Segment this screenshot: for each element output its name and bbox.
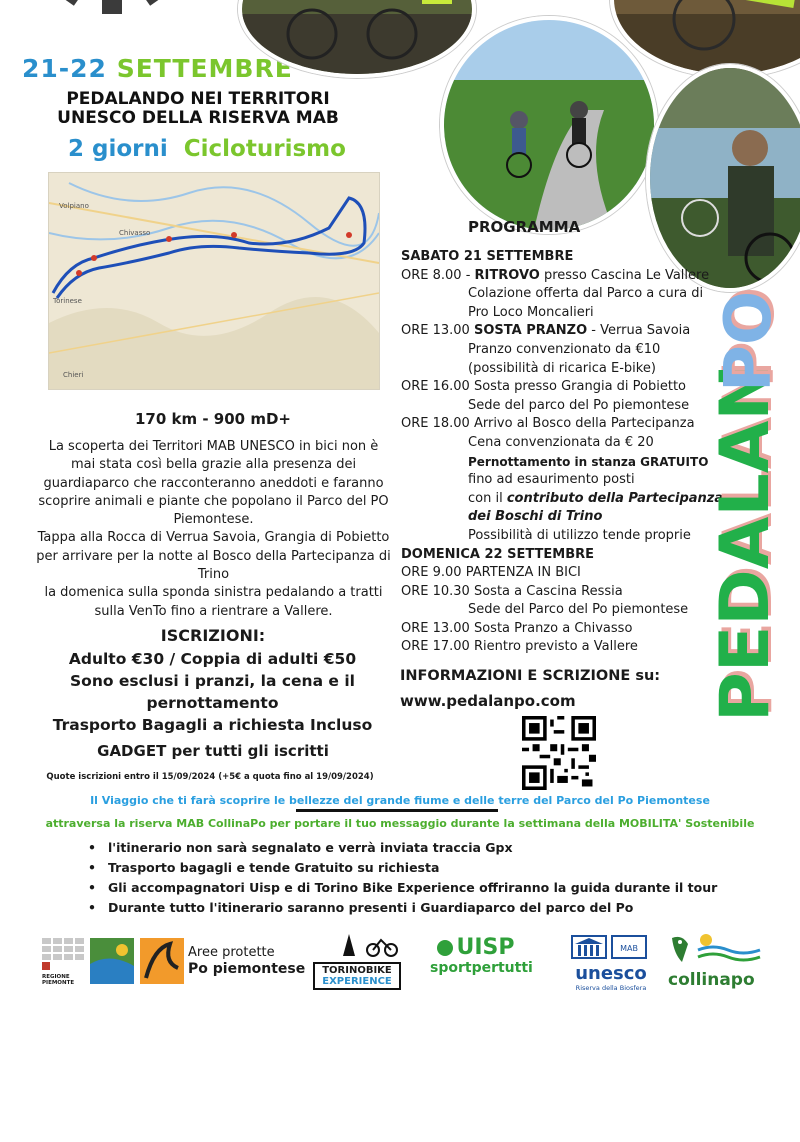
aree-line2: Po piemontese <box>188 961 306 977</box>
torinobike-line2: EXPERIENCE <box>322 976 392 987</box>
route-map <box>48 172 380 390</box>
event-dates-days: 21-22 <box>22 54 107 83</box>
photo-cyclists-path <box>440 16 658 234</box>
unesco-logo <box>566 932 656 992</box>
schedule-text: - Verrua Savoia <box>587 323 691 339</box>
schedule-detail-highlight: Pernottamento in stanza GRATUITO <box>468 454 709 469</box>
schedule-detail: Sede del parco del Po piemontese <box>468 397 690 413</box>
uisp-name: UISP <box>456 935 515 960</box>
description-line: La scoperta dei Territori MAB UNESCO in bici non è <box>48 439 379 454</box>
schedule-text: presso Cascina Le Vallere <box>539 267 710 283</box>
schedule-item <box>401 564 701 583</box>
event-dates <box>22 54 293 83</box>
schedule-detail: Possibilità di utilizzo tende proprie <box>468 527 691 543</box>
banner-line2: attraversa la riserva MAB CollinaPo per portare il tuo messaggio durante la settimana della MOBILITA' Sostenibile <box>45 817 755 830</box>
schedule-highlight: contributo della Partecipanza <box>506 490 724 506</box>
subtitle-type: Cicloturismo <box>183 136 346 162</box>
schedule-detail: Pranzo convenzionato da €10 <box>468 341 661 357</box>
programma-day1: SABATO 21 SETTEMBRE <box>401 249 574 264</box>
description-line: mai stata così bella grazie alla presenza dei <box>70 457 357 473</box>
schedule-text: Rientro previsto a Vallere <box>473 639 638 655</box>
route-stats: 170 km - 900 mD+ <box>135 410 291 428</box>
info-heading: INFORMAZIONI E SCRIZIONE su: <box>400 668 661 684</box>
schedule-item <box>401 415 701 434</box>
schedule-text: PARTENZA IN BICI <box>465 565 581 581</box>
schedule-text: Sosta Pranzo a Chivasso <box>473 620 633 636</box>
event-title-line1: PEDALANDO NEI TERRITORI <box>66 89 330 109</box>
gear-icon <box>42 0 182 30</box>
schedule-time: ORE 17.00 <box>401 639 474 655</box>
schedule-text: Sosta presso Grangia di Pobietto <box>473 379 687 395</box>
schedule-text: Arrivo al Bosco della Partecipanza <box>473 416 695 432</box>
schedule-item <box>401 638 701 657</box>
map-label-chieri: Chieri <box>63 371 84 379</box>
schedule-time: ORE 9.00 <box>401 565 466 581</box>
vertical-title-po-wrap <box>712 290 792 512</box>
schedule-item <box>401 267 710 286</box>
vertical-title-pedalan: PEDALAN <box>706 363 785 722</box>
po-piemontese-logo <box>140 938 184 984</box>
iscrizioni-details <box>40 648 385 736</box>
uisp-logo <box>430 935 533 976</box>
iscrizioni-line: Sono esclusi i pranzi, la cena e il <box>70 672 355 690</box>
description-line: guardiaparco che racconteranno aneddoti e faranno <box>43 475 384 491</box>
vertical-title-po: PO <box>712 290 786 392</box>
event-dates-month: SETTEMBRE <box>116 54 293 83</box>
unesco-name: unesco <box>575 963 647 984</box>
description-line: la domenica sulla sponda sinistra pedalando a tratti <box>44 585 383 601</box>
quote-note: Quote iscrizioni entro il 15/09/2024 (+5€ a quota fino al 19/09/2024) <box>46 772 374 782</box>
schedule-detail: Pro Loco Moncalieri <box>468 304 594 320</box>
unesco-sub: Riserva della Biosfera <box>575 984 647 992</box>
list-item: • Trasporto bagagli e tende Gratuito su richiesta <box>88 858 717 878</box>
subtitle-duration: 2 giorni <box>68 136 168 162</box>
aree-protette-text <box>188 944 305 978</box>
aree-line1: Aree protette <box>188 945 275 960</box>
schedule-detail: Colazione offerta dal Parco a cura di <box>468 286 704 302</box>
schedule-text: Sosta a Cascina Ressia <box>473 583 623 599</box>
regione-piemonte-logo <box>42 938 84 986</box>
list-item: • Durante tutto l'itinerario saranno presenti i Guardiaparco del parco del Po <box>88 898 717 918</box>
gadget-note: GADGET per tutti gli iscritti <box>97 742 329 760</box>
event-subtitle <box>68 136 346 162</box>
schedule-event: RITROVO <box>474 267 540 283</box>
regione-label: REGIONE PIEMONTE <box>42 974 75 986</box>
iscrizioni-line: Adulto €30 / Coppia di adulti €50 <box>68 650 357 668</box>
list-item: • l'itinerario non sarà segnalato e verrà inviata traccia Gpx <box>88 838 717 858</box>
collinapo-name: collinapo <box>668 970 755 990</box>
collinapo-logo <box>668 932 768 990</box>
schedule-detail <box>401 508 701 527</box>
schedule-item <box>401 378 701 397</box>
description-line: Tappa alla Rocca di Verrua Savoia, Grangia di Pobietto <box>37 530 390 546</box>
torinobike-logo <box>313 930 401 992</box>
info-bullets <box>88 838 717 918</box>
svg-text:MAB: MAB <box>620 944 638 953</box>
uisp-sub: sportpertutti <box>430 960 533 976</box>
banner-underline <box>296 809 498 812</box>
event-title <box>48 90 348 128</box>
schedule-highlight: dei Boschi di Trino <box>468 509 603 525</box>
schedule-time: ORE 10.30 <box>401 583 474 599</box>
schedule-time: ORE 8.00 - <box>401 267 475 283</box>
schedule-item <box>401 322 701 341</box>
route-map-graphic <box>49 173 379 389</box>
schedule-time: ORE 13.00 <box>401 323 474 339</box>
torinobike-line1: TORINOBIKE <box>322 965 392 976</box>
aree-protette-logo <box>90 938 134 984</box>
description-line: Piemontese. <box>173 512 254 528</box>
schedule-detail: fino ad esaurimento posti <box>468 472 635 488</box>
schedule-detail: Sede del Parco del Po piemontese <box>468 602 689 618</box>
schedule-time: ORE 13.00 <box>401 620 474 636</box>
banner-line1: Il Viaggio che ti farà scoprire le bellezze del grande fiume e delle terre del Parco del Po Piemontese <box>90 794 710 807</box>
schedule-item <box>401 583 701 602</box>
schedule-detail <box>401 490 724 509</box>
schedule-text: con il <box>468 490 507 506</box>
schedule-time: ORE 18.00 <box>401 416 474 432</box>
description-line: scoprire animali e piante che popolano il Parco del PO <box>38 493 389 509</box>
programma-day2: DOMENICA 22 SETTEMBRE <box>401 546 595 562</box>
schedule-time: ORE 16.00 <box>401 379 474 395</box>
schedule-detail: Cena convenzionata da € 20 <box>468 434 654 450</box>
description-line: Trino <box>197 567 230 583</box>
map-label-volpiano: Volpiano <box>59 202 89 210</box>
schedule-event: SOSTA PRANZO <box>473 323 588 339</box>
programma-heading: PROGRAMMA <box>468 218 581 236</box>
map-label-torinese: Torinese <box>53 297 82 305</box>
iscrizioni-line: pernottamento <box>146 694 279 712</box>
partner-logos <box>0 930 800 996</box>
iscrizioni-line: Trasporto Bagagli a richiesta Incluso <box>52 716 373 734</box>
schedule-detail: (possibilità di ricarica E-bike) <box>468 360 656 376</box>
map-label-chivasso: Chivasso <box>119 229 151 237</box>
info-link[interactable]: www.pedalanpo.com <box>400 692 576 710</box>
description <box>36 438 391 621</box>
iscrizioni-heading: ISCRIZIONI: <box>160 626 266 645</box>
description-line: per arrivare per la notte al Bosco della Partecipanza di <box>36 548 391 564</box>
qr-code[interactable] <box>522 716 596 790</box>
programma-schedule <box>401 248 724 657</box>
list-item: • Gli accompagnatori Uisp e di Torino Bike Experience offriranno la guida durante il tour <box>88 878 717 898</box>
description-line: sulla VenTo fino a rientrare a Vallere. <box>94 603 333 619</box>
event-title-line2: UNESCO DELLA RISERVA MAB <box>57 108 339 128</box>
uisp-mark-icon <box>437 940 453 956</box>
schedule-item <box>401 620 701 639</box>
